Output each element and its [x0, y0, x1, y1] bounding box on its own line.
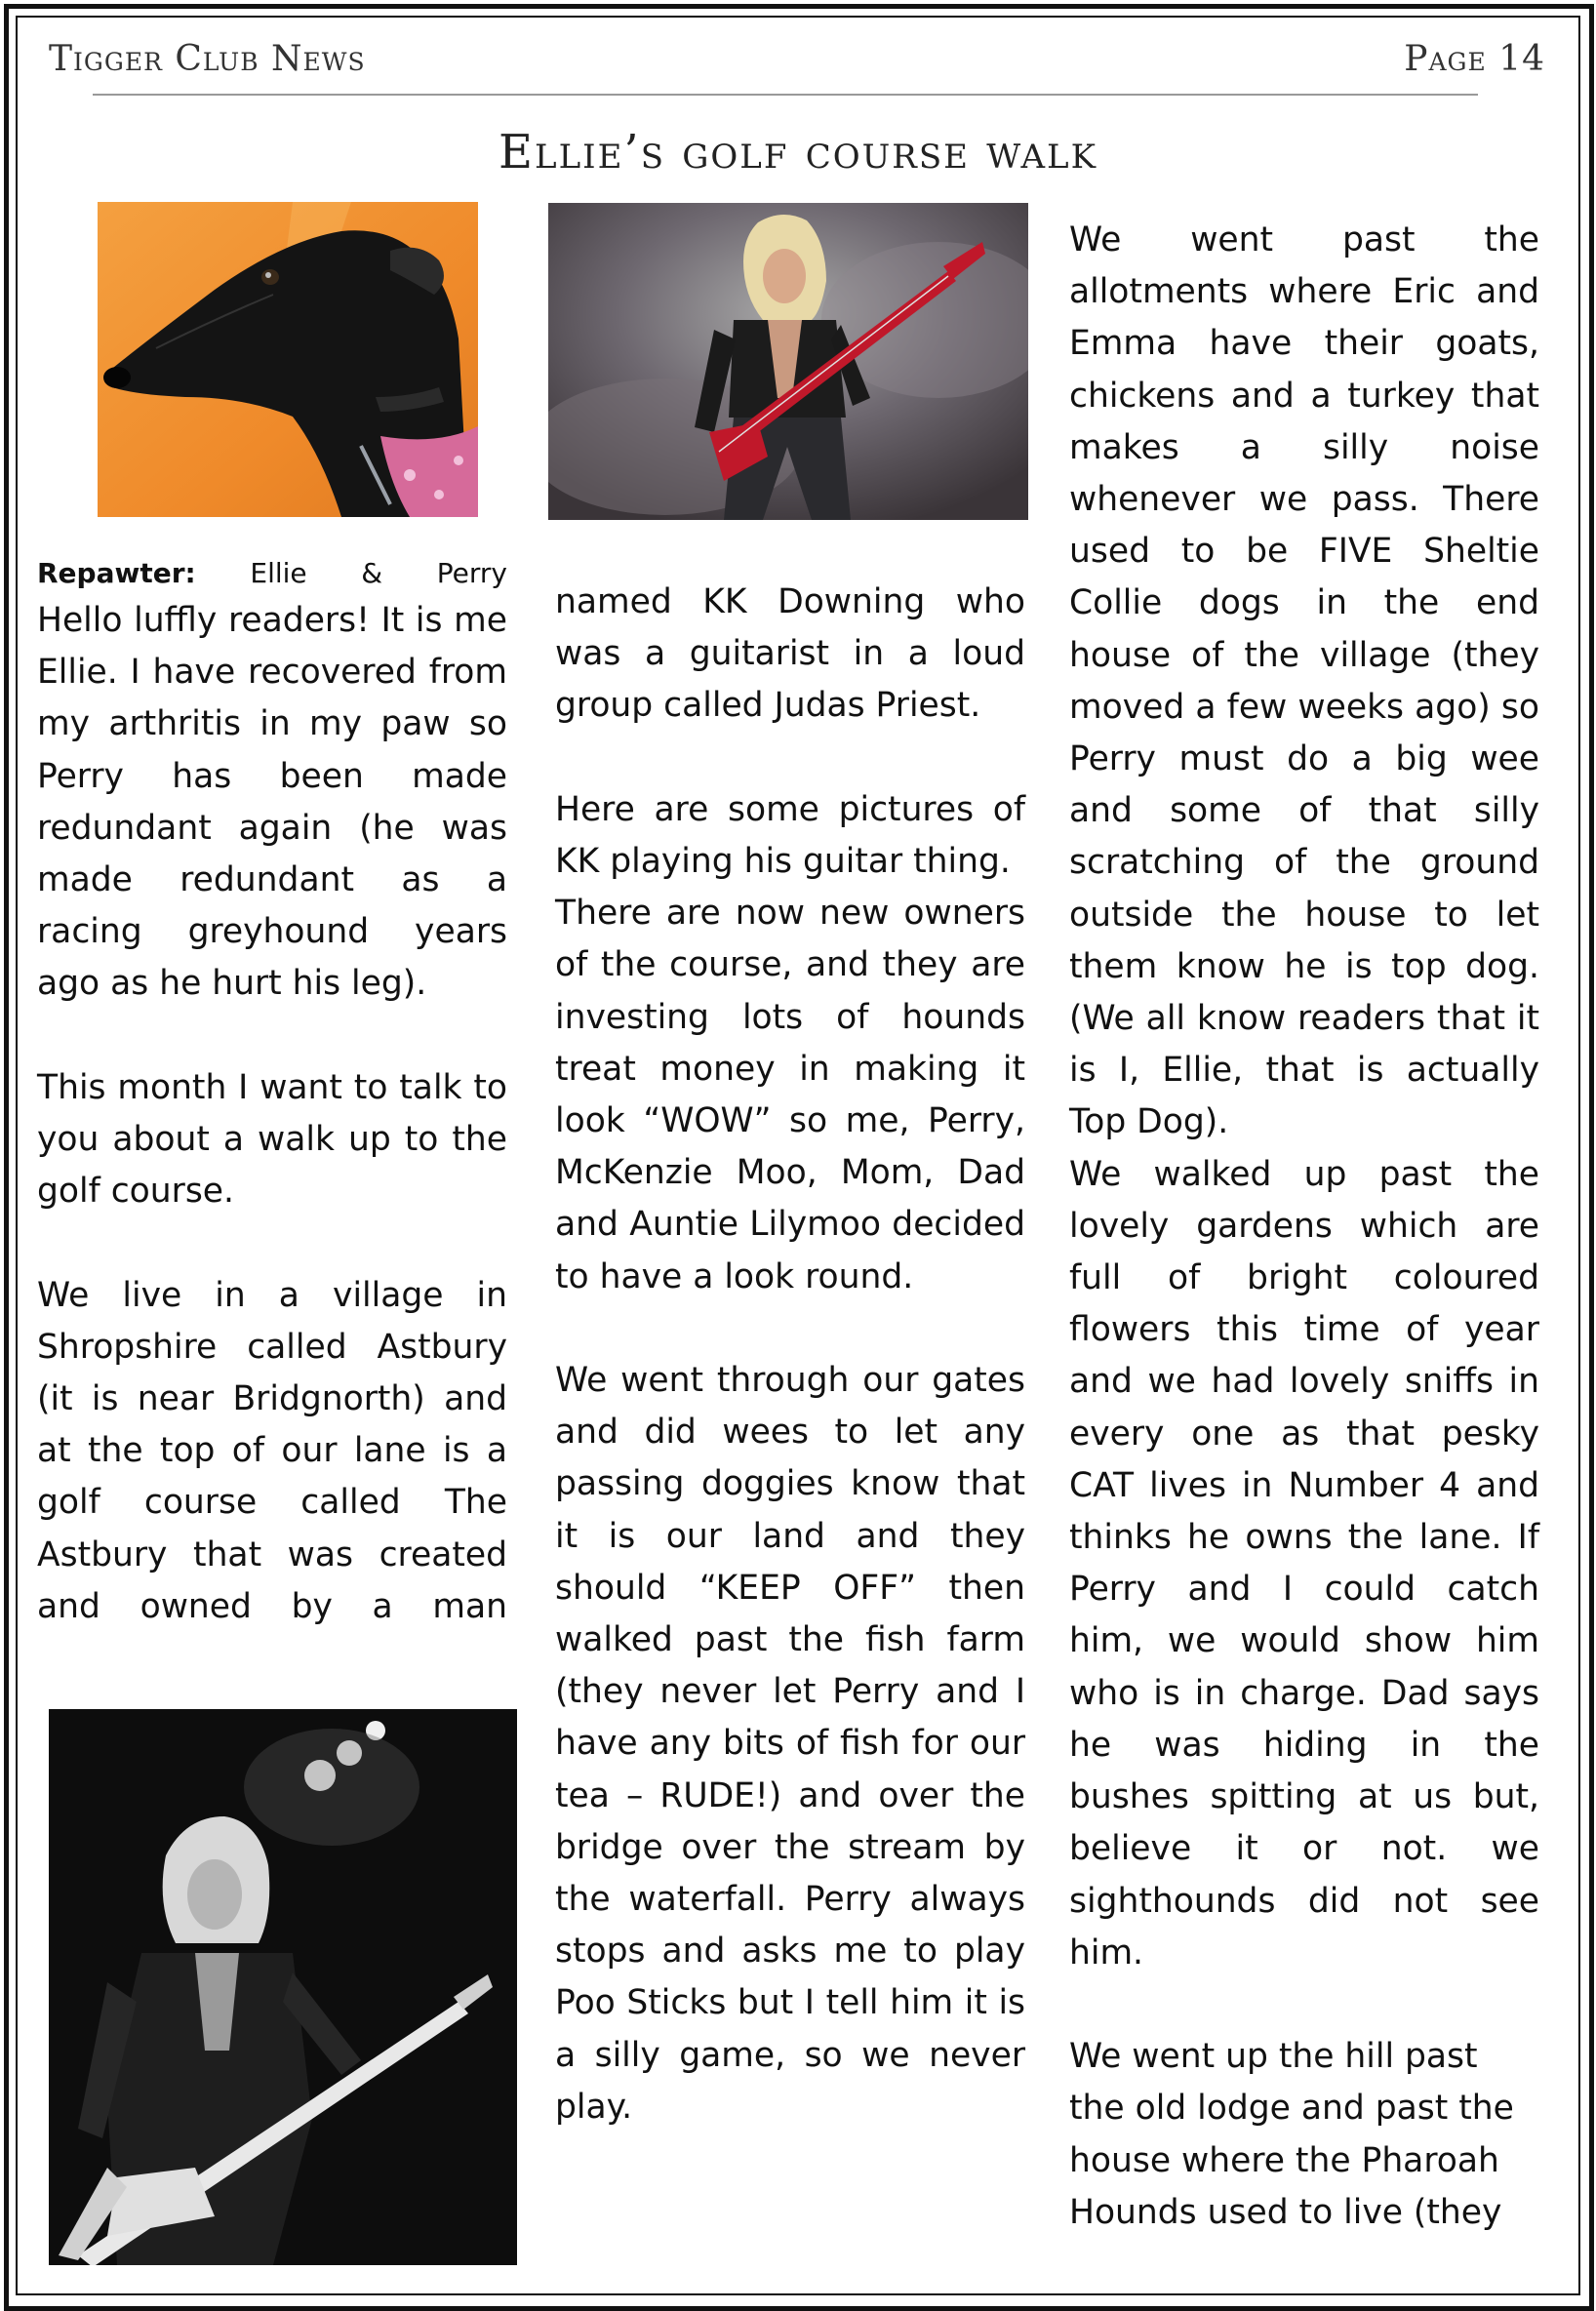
paragraph: named KK Downing who was a guitarist in a loud group called Judas Priest.: [555, 582, 1025, 726]
article-column-1: [37, 552, 507, 1633]
guitarist-photo-bw: [49, 1709, 517, 2265]
paragraph: There are now new owners of the course, and they are investing lots of hounds treat money in making it look “WOW” so me, Perry, McKenzie Moo, Mom, Dad and Auntie Lilymoo decided to have a look round.: [555, 894, 1025, 1296]
publication-name: Tigger Club News: [49, 39, 366, 79]
paragraph: We went past the allotments where Eric and Emma have their goats, chickens and a turkey that makes a silly noise whenever we pass. There used to be FIVE Sheltie Collie dogs in the end house of the village (they moved a few weeks ago) so Perry must do a big wee and some of that silly scratching of the ground outside the house to let them know he is top dog. (We all know readers that it is I, Ellie, that is actually Top Dog).: [1069, 220, 1539, 1142]
byline-names: Ellie & Perry: [250, 557, 508, 589]
paragraph: This month I want to talk to you about a walk up to the golf course.: [37, 1067, 507, 1212]
article-column-3: [1069, 215, 1539, 2239]
paragraph: We went up the hill past the old lodge and past the house where the Pharoah Hounds used to live (they: [1069, 2037, 1514, 2232]
paragraph: Hello luffly readers! It is me Ellie. I have recovered from my arthritis in my paw so Perry has been made redundant again (he was made redundant as a racing greyhound years ago as he hurt his leg).: [37, 601, 507, 1004]
paragraph: We live in a village in Shropshire called Astbury (it is near Bridgnorth) and at the top of our lane is a golf course called The Astbury that was created and owned by a man: [37, 1275, 507, 1626]
article-title: Ellie’s golf course walk: [498, 125, 1097, 179]
header-divider: [93, 94, 1478, 96]
paragraph: Here are some pictures of KK playing his guitar thing.: [555, 789, 1025, 881]
dog-photo: [98, 202, 478, 517]
page-number: Page 14: [1404, 39, 1545, 79]
paragraph: We walked up past the lovely gardens which are full of bright coloured flowers this time of year and we had lovely sniffs in every one as that pesky CAT lives in Number 4 and thinks he owns the lane. If Perry and I could catch him, we would show him who is in charge. Dad says he was hiding in the bushes spitting at us but, believe it or not. we sighthounds did not see him.: [1069, 1154, 1539, 1972]
guitarist-photo-colour: [548, 203, 1028, 520]
article-column-2: [555, 577, 1025, 2133]
byline-label: Repawter:: [37, 557, 196, 589]
byline: [37, 552, 507, 595]
paragraph: We went through our gates and did wees to let any passing doggies know that it is our land and they should “KEEP OFF” then walked past the fish farm (they never let Perry and I have any bits of fish for our tea – RUDE!) and over the bridge over the stream by the waterfall. Perry always stops and asks me to play Poo Sticks but I tell him it is a silly game, so we never play.: [555, 1361, 1025, 2127]
